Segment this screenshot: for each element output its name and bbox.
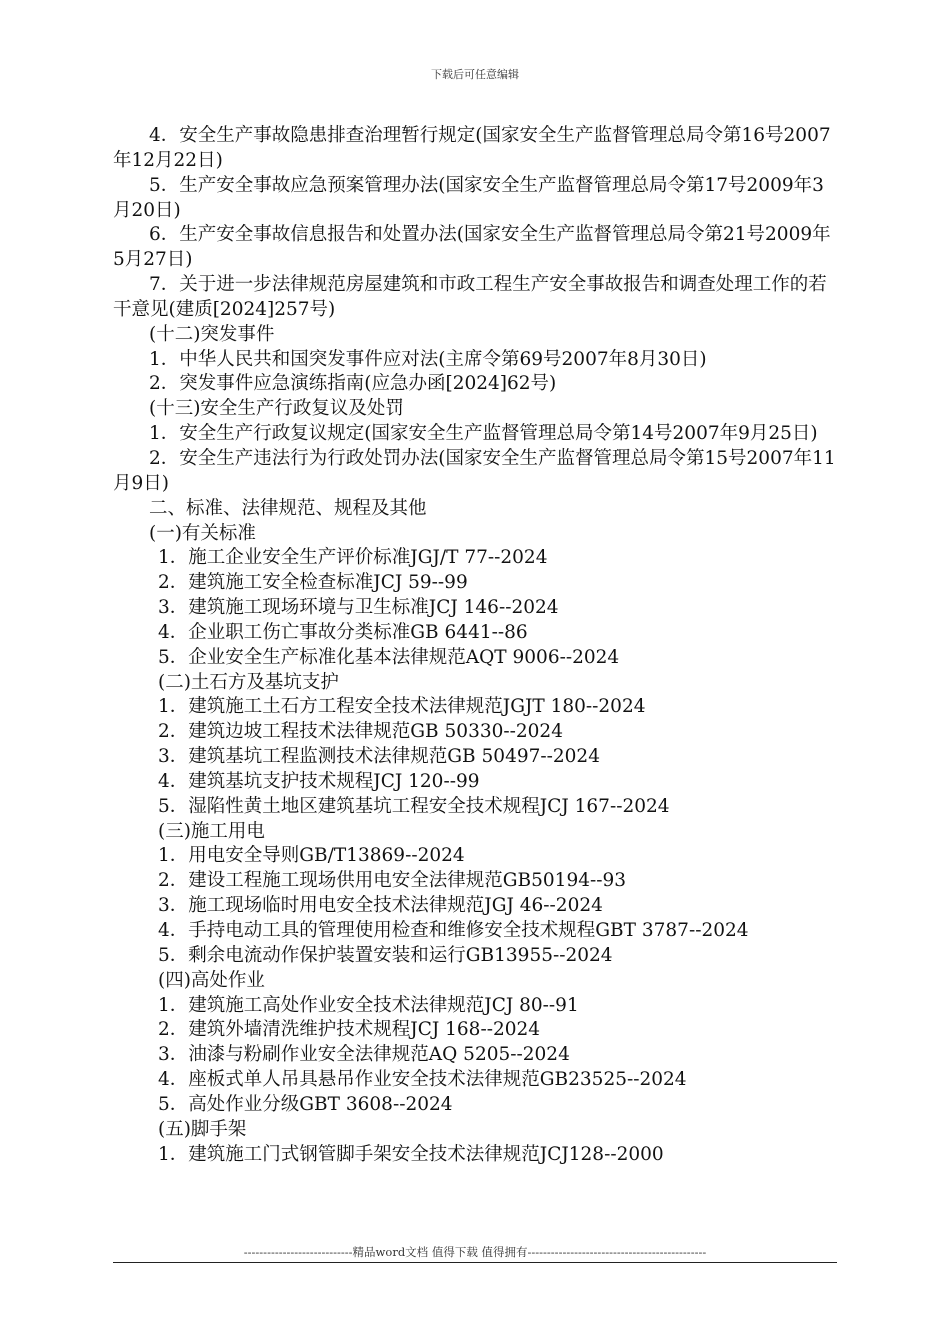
standard-item: 3．建筑基坑工程监测技术法律规范GB 50497--2024 [158, 746, 600, 768]
standard-item: 2．建设工程施工现场供用电安全法律规范GB50194--93 [158, 870, 627, 892]
page-footer: ----------------------------精品word文档 值得下载 值得拥有---------------------------------------------- [243, 1245, 707, 1259]
standard-item: 1．建筑施工门式钢管脚手架安全技术法律规范JCJ128--2000 [158, 1143, 664, 1165]
footer-divider [113, 1262, 837, 1263]
regulation-item: 5．生产安全事故应急预案管理办法(国家安全生产监督管理总局令第17号2009年3月20日) [113, 174, 824, 221]
page-header: 下载后可任意编辑 [431, 68, 519, 81]
regulation-item: 7．关于进一步法律规范房屋建筑和市政工程生产安全事故报告和调查处理工作的若干意见(建质[2024]257号) [113, 274, 827, 320]
standard-item: 4．座板式单人吊具悬吊作业安全技术法律规范GB23525--2024 [158, 1069, 687, 1091]
section-heading: (十二)突发事件 [149, 323, 275, 345]
section-heading: (五)脚手架 [158, 1118, 247, 1140]
section-heading: (二)土石方及基坑支护 [158, 671, 339, 693]
regulation-item: 2．安全生产违法行为行政处罚办法(国家安全生产监督管理总局令第15号2007年11月9日) [113, 447, 836, 494]
regulation-item: 1．中华人民共和国突发事件应对法(主席令第69号2007年8月30日) [149, 348, 707, 370]
standard-item: 5．高处作业分级GBT 3608--2024 [158, 1093, 453, 1115]
standard-item: 3．建筑施工现场环境与卫生标准JCJ 146--2024 [158, 597, 559, 619]
section-heading: (十三)安全生产行政复议及处罚 [149, 398, 404, 420]
standard-item: 1．施工企业安全生产评价标准JGJ/T 77--2024 [158, 547, 548, 569]
standard-item: 1．用电安全导则GB/T13869--2024 [158, 845, 465, 867]
chapter-heading: 二、标准、法律规范、规程及其他 [149, 497, 427, 519]
standard-item: 1．建筑施工高处作业安全技术法律规范JCJ 80--91 [158, 994, 579, 1016]
standard-item: 5．企业安全生产标准化基本法律规范AQT 9006--2024 [158, 646, 620, 668]
standard-item: 5．湿陷性黄土地区建筑基坑工程安全技术规程JCJ 167--2024 [158, 795, 670, 817]
regulation-item: 1．安全生产行政复议规定(国家安全生产监督管理总局令第14号2007年9月25日) [149, 423, 818, 445]
standard-item: 4．企业职工伤亡事故分类标准GB 6441--86 [158, 621, 528, 643]
regulation-item: 2．突发事件应急演练指南(应急办函[2024]62号) [149, 373, 557, 395]
standard-item: 2．建筑施工安全检查标准JCJ 59--99 [158, 572, 468, 594]
standard-item: 3．油漆与粉刷作业安全法律规范AQ 5205--2024 [158, 1044, 570, 1066]
standard-item: 2．建筑外墙清洗维护技术规程JCJ 168--2024 [158, 1019, 541, 1041]
standard-item: 5．剩余电流动作保护装置安装和运行GB13955--2024 [158, 944, 613, 966]
standard-item: 2．建筑边坡工程技术法律规范GB 50330--2024 [158, 721, 563, 743]
regulation-item: 4．安全生产事故隐患排查治理暂行规定(国家安全生产监督管理总局令第16号2007年12月22日) [113, 125, 831, 171]
standard-item: 3．施工现场临时用电安全技术法律规范JGJ 46--2024 [158, 895, 603, 917]
section-heading: (一)有关标准 [149, 522, 256, 544]
standard-item: 4．建筑基坑支护技术规程JCJ 120--99 [158, 770, 480, 792]
standard-item: 4．手持电动工具的管理使用检查和维修安全技术规程GBT 3787--2024 [158, 920, 749, 941]
standard-item: 1．建筑施工土石方工程安全技术法律规范JGJT 180--2024 [158, 696, 646, 718]
section-heading: (四)高处作业 [158, 969, 265, 991]
regulation-item: 6．生产安全事故信息报告和处置办法(国家安全生产监督管理总局令第21号2009年5月27日) [113, 224, 831, 271]
section-heading: (三)施工用电 [158, 820, 265, 842]
document-body [113, 124, 837, 1167]
